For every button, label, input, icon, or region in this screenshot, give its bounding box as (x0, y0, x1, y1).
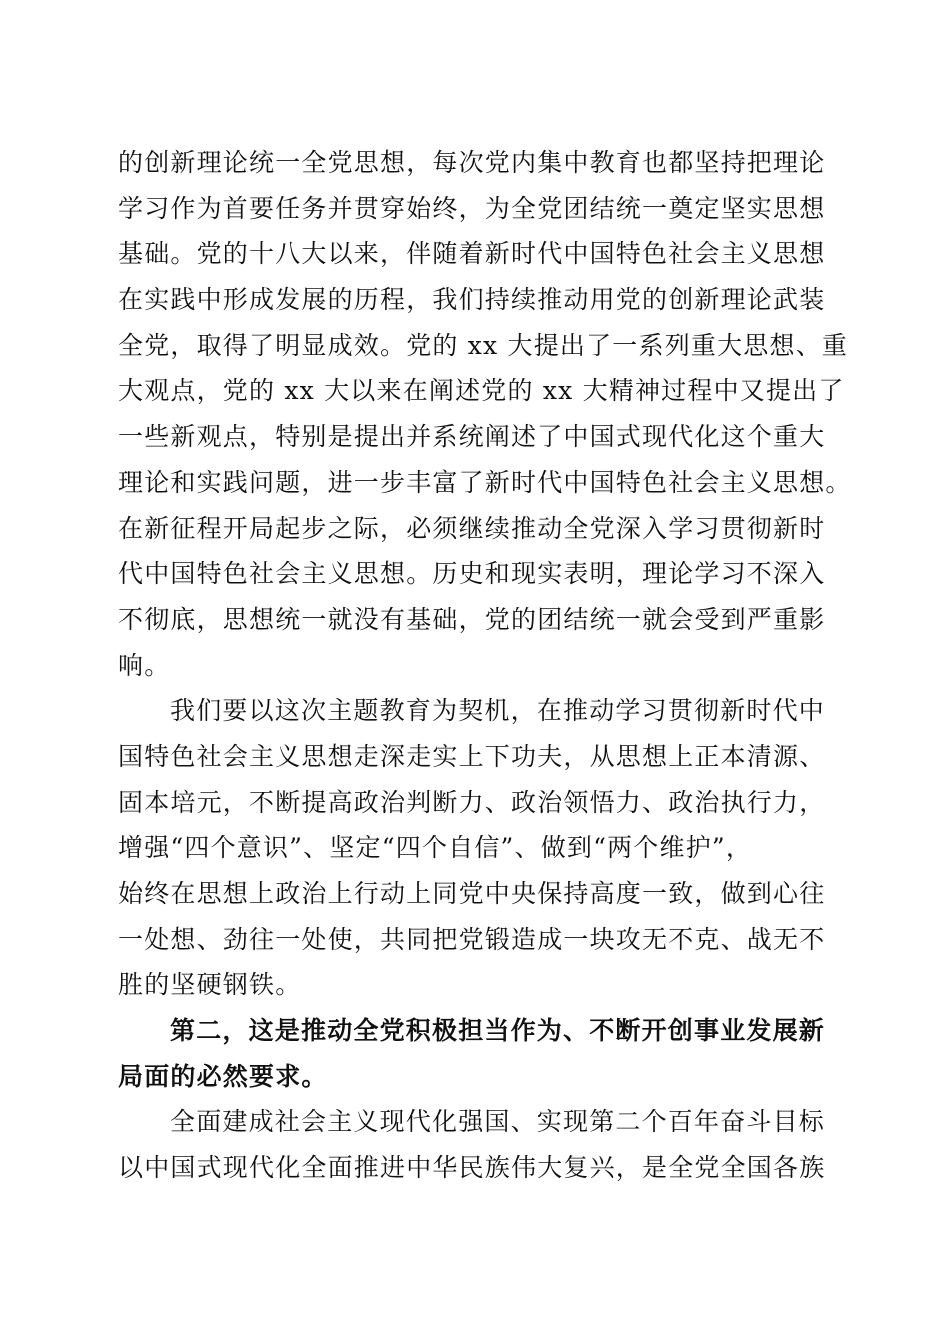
text-line: 国特色社会主义思想走深走实上下功夫，从思想上正本清源、 (118, 741, 826, 771)
text-line: 全党，取得了明显成效。党的 xx 大提出了一系列重大思想、重 (118, 330, 849, 360)
heading-line: 局面的必然要求。 (118, 1061, 328, 1091)
text-line: 在实践中形成发展的历程，我们持续推动用党的创新理论武装 (118, 285, 826, 315)
text-line: 胜的坚硬钢铁。 (118, 970, 302, 1000)
text-line: 始终在思想上政治上行动上同党中央保持高度一致，做到心往 (118, 879, 826, 908)
text-line: 响。 (118, 650, 171, 680)
document-body (118, 140, 852, 1191)
text-line: 学习作为首要任务并贯穿始终，为全党团结统一奠定坚实思想 (118, 193, 826, 223)
text-line: 一处想、劲往一处使，共同把党锻造成一块攻无不克、战无不 (118, 924, 826, 954)
text-line: 全面建成社会主义现代化强国、实现第二个百年奋斗目标 (170, 1107, 826, 1137)
text-line: 我们要以这次主题教育为契机，在推动学习贯彻新时代中 (170, 696, 826, 726)
text-line: 不彻底，思想统一就没有基础，党的团结统一就会受到严重影 (118, 604, 826, 634)
text-line: 的创新理论统一全党思想，每次党内集中教育也都坚持把理论 (118, 148, 826, 177)
text-line: 基础。党的十八大以来，伴随着新时代中国特色社会主义思想 (118, 239, 826, 269)
text-line: 在新征程开局起步之际，必须继续推动全党深入学习贯彻新时 (118, 513, 826, 543)
text-line: 增强“四个意识”、坚定“四个自信”、做到“两个维护”， (118, 833, 753, 863)
text-line: 大观点，党的 xx 大以来在阐述党的 xx 大精神过程中又提出了 (118, 376, 845, 406)
text-line: 以中国式现代化全面推进中华民族伟大复兴，是全党全国各族 (118, 1153, 826, 1183)
heading-line: 第二，这是推动全党积极担当作为、不断开创事业发展新 (170, 1016, 826, 1046)
text-line: 固本培元，不断提高政治判断力、政治领悟力、政治执行力， (118, 787, 826, 817)
text-line: 一些新观点，特别是提出并系统阐述了中国式现代化这个重大 (118, 422, 826, 452)
text-line: 代中国特色社会主义思想。历史和现实表明，理论学习不深入 (118, 559, 826, 589)
text-line: 理论和实践问题，进一步丰富了新时代中国特色社会主义思想。 (118, 467, 852, 497)
